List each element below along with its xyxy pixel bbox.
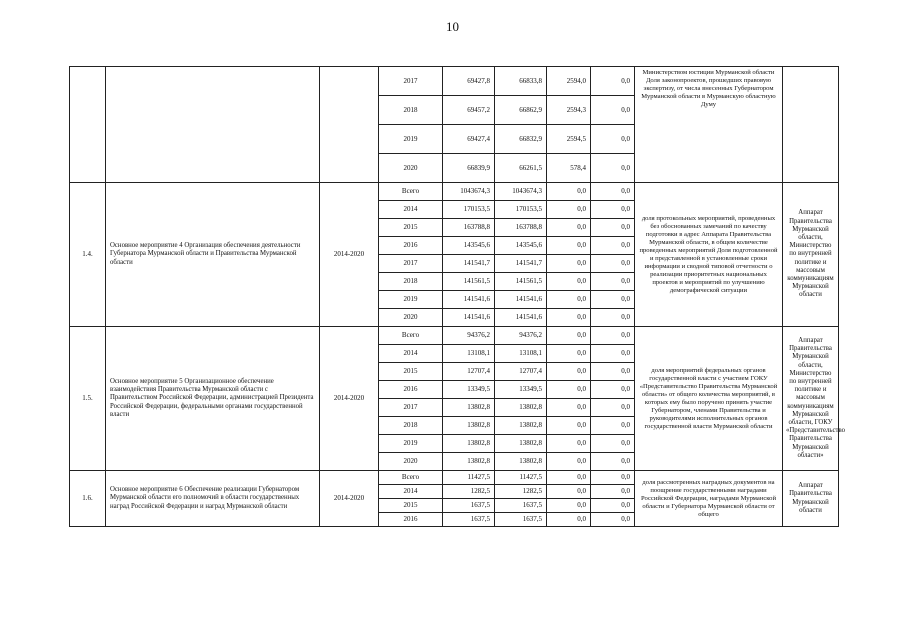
regional-budget-cell: 1282,5	[495, 485, 547, 499]
period-cell: 2014-2020	[320, 471, 379, 527]
federal-budget-cell: 2594,3	[547, 96, 591, 125]
regional-budget-cell: 1043674,3	[495, 183, 547, 201]
total-funding-cell: 69427,4	[443, 125, 495, 154]
indicator-description-cell: доля мероприятий федеральных органов государственной власти с участием ГОКУ «Представительство Правительства Мурманской области» от общего количества мероприятий, в которых ему было поручено принять участие Губернатором, членами Правительства и руководителями исполнительных органов государственной власти Мурманской области	[635, 327, 783, 471]
other-sources-cell: 0,0	[591, 363, 635, 381]
table-row	[70, 183, 839, 201]
federal-budget-cell: 0,0	[547, 309, 591, 327]
regional-budget-cell: 94376,2	[495, 327, 547, 345]
federal-budget-cell: 0,0	[547, 363, 591, 381]
year-cell: 2019	[379, 125, 443, 154]
measure-name-cell	[106, 67, 320, 183]
regional-budget-cell: 66862,9	[495, 96, 547, 125]
total-funding-cell: 1043674,3	[443, 183, 495, 201]
regional-budget-cell: 13802,8	[495, 399, 547, 417]
year-cell: 2015	[379, 499, 443, 513]
other-sources-cell: 0,0	[591, 499, 635, 513]
total-funding-cell: 141541,6	[443, 291, 495, 309]
measure-name-cell: Основное мероприятие 5 Организационное обеспечение взаимодействия Правительства Мурманской области с Правительством Российской Федерации, администрацией Президента Российской Федерации, федеральными органами государственной власти	[106, 327, 320, 471]
regional-budget-cell: 141541,6	[495, 309, 547, 327]
indicator-description-cell: доля рассмотренных наградных документов на поощрение государственными наградами Российской Федерации, наградами Мурманской области и Губернатора Мурманской области от общего	[635, 471, 783, 527]
year-cell: 2014	[379, 201, 443, 219]
federal-budget-cell: 0,0	[547, 255, 591, 273]
page-number: 10	[446, 19, 459, 34]
responsible-executor-cell: Аппарат Правительства Мурманской области, Министерство по внутренней политике и массовым коммуникациям Мурманской области, ГОКУ «Представительство Правительства Мурманской области»	[783, 327, 839, 471]
total-funding-cell: 69457,2	[443, 96, 495, 125]
total-funding-cell: 11427,5	[443, 471, 495, 485]
year-cell: 2018	[379, 96, 443, 125]
regional-budget-cell: 143545,6	[495, 237, 547, 255]
year-cell: 2015	[379, 219, 443, 237]
other-sources-cell: 0,0	[591, 125, 635, 154]
other-sources-cell: 0,0	[591, 471, 635, 485]
federal-budget-cell: 0,0	[547, 471, 591, 485]
period-cell	[320, 67, 379, 183]
other-sources-cell: 0,0	[591, 219, 635, 237]
year-cell: 2018	[379, 273, 443, 291]
total-funding-cell: 141541,6	[443, 309, 495, 327]
table-body	[70, 67, 846, 527]
federal-budget-cell: 0,0	[547, 513, 591, 527]
year-cell: 2019	[379, 435, 443, 453]
total-funding-cell: 94376,2	[443, 327, 495, 345]
total-funding-cell: 66839,9	[443, 154, 495, 183]
responsible-executor-cell: Аппарат Правительства Мурманской области, Министерство по внутренней политике и массовым коммуникациям Мурманской области	[783, 183, 839, 327]
regional-budget-cell: 11427,5	[495, 471, 547, 485]
other-sources-cell: 0,0	[591, 255, 635, 273]
other-sources-cell: 0,0	[591, 327, 635, 345]
federal-budget-cell: 0,0	[547, 399, 591, 417]
total-funding-cell: 13349,5	[443, 381, 495, 399]
regional-budget-cell: 141561,5	[495, 273, 547, 291]
other-sources-cell: 0,0	[591, 485, 635, 499]
other-sources-cell: 0,0	[591, 96, 635, 125]
indicator-description-cell: доля протокольных мероприятий, проведенных без обоснованных замечаний по качеству подготовки в адрес Аппарата Правительства Мурманской области, в общем количестве проведенных мероприятий Доля подготовленной и представленной в установленные сроки информации и сводной типовой отчетности о реализации приоритетных национальных проектов и мероприятий по улучшению демографической ситуации	[635, 183, 783, 327]
year-cell: 2019	[379, 291, 443, 309]
federal-budget-cell: 2594,0	[547, 67, 591, 96]
regional-budget-cell: 141541,7	[495, 255, 547, 273]
regional-budget-cell: 170153,5	[495, 201, 547, 219]
federal-budget-cell: 0,0	[547, 201, 591, 219]
federal-budget-cell: 0,0	[547, 327, 591, 345]
total-funding-cell: 13802,8	[443, 453, 495, 471]
federal-budget-cell: 0,0	[547, 183, 591, 201]
program-measures-table	[69, 66, 846, 527]
regional-budget-cell: 1637,5	[495, 513, 547, 527]
federal-budget-cell: 0,0	[547, 219, 591, 237]
federal-budget-cell: 2594,5	[547, 125, 591, 154]
total-funding-cell: 163788,8	[443, 219, 495, 237]
total-funding-cell: 170153,5	[443, 201, 495, 219]
other-sources-cell: 0,0	[591, 417, 635, 435]
federal-budget-cell: 0,0	[547, 237, 591, 255]
regional-budget-cell: 13802,8	[495, 453, 547, 471]
total-funding-cell: 69427,8	[443, 67, 495, 96]
federal-budget-cell: 0,0	[547, 345, 591, 363]
regional-budget-cell: 1637,5	[495, 499, 547, 513]
measure-name-cell: Основное мероприятие 6 Обеспечение реализации Губернатором Мурманской области его полномочий в области государственных наград Российской Федерации и наград Мурманской области	[106, 471, 320, 527]
other-sources-cell: 0,0	[591, 453, 635, 471]
year-cell: 2014	[379, 345, 443, 363]
other-sources-cell: 0,0	[591, 67, 635, 96]
measure-number-cell	[70, 67, 106, 183]
total-funding-cell: 141541,7	[443, 255, 495, 273]
year-cell: 2020	[379, 309, 443, 327]
year-cell: 2018	[379, 417, 443, 435]
regional-budget-cell: 13802,8	[495, 417, 547, 435]
table-row	[70, 327, 839, 345]
other-sources-cell: 0,0	[591, 201, 635, 219]
total-funding-cell: 1637,5	[443, 499, 495, 513]
total-funding-cell: 141561,5	[443, 273, 495, 291]
year-cell: 2017	[379, 399, 443, 417]
other-sources-cell: 0,0	[591, 291, 635, 309]
federal-budget-cell: 0,0	[547, 273, 591, 291]
regional-budget-cell: 66833,8	[495, 67, 547, 96]
table-row	[70, 67, 839, 96]
year-cell: 2015	[379, 363, 443, 381]
total-funding-cell: 1637,5	[443, 513, 495, 527]
federal-budget-cell: 0,0	[547, 417, 591, 435]
table-row	[70, 471, 839, 485]
total-funding-cell: 13802,8	[443, 435, 495, 453]
measure-name-cell: Основное мероприятие 4 Организация обеспечения деятельности Губернатора Мурманской области и Правительства Мурманской области	[106, 183, 320, 327]
total-funding-cell: 1282,5	[443, 485, 495, 499]
year-cell: 2020	[379, 453, 443, 471]
other-sources-cell: 0,0	[591, 154, 635, 183]
regional-budget-cell: 66832,9	[495, 125, 547, 154]
regional-budget-cell: 13802,8	[495, 435, 547, 453]
measure-number-cell: 1.4.	[70, 183, 106, 327]
period-cell: 2014-2020	[320, 327, 379, 471]
regional-budget-cell: 13349,5	[495, 381, 547, 399]
federal-budget-cell: 578,4	[547, 154, 591, 183]
federal-budget-cell: 0,0	[547, 499, 591, 513]
other-sources-cell: 0,0	[591, 381, 635, 399]
year-cell: Всего	[379, 327, 443, 345]
other-sources-cell: 0,0	[591, 345, 635, 363]
federal-budget-cell: 0,0	[547, 381, 591, 399]
regional-budget-cell: 12707,4	[495, 363, 547, 381]
other-sources-cell: 0,0	[591, 513, 635, 527]
year-cell: 2017	[379, 67, 443, 96]
regional-budget-cell: 13108,1	[495, 345, 547, 363]
total-funding-cell: 13108,1	[443, 345, 495, 363]
federal-budget-cell: 0,0	[547, 485, 591, 499]
regional-budget-cell: 163788,8	[495, 219, 547, 237]
regional-budget-cell: 66261,5	[495, 154, 547, 183]
responsible-executor-cell: Аппарат Правительства Мурманской области	[783, 471, 839, 527]
total-funding-cell: 12707,4	[443, 363, 495, 381]
other-sources-cell: 0,0	[591, 435, 635, 453]
year-cell: 2014	[379, 485, 443, 499]
year-cell: 2016	[379, 237, 443, 255]
year-cell: 2016	[379, 513, 443, 527]
other-sources-cell: 0,0	[591, 183, 635, 201]
total-funding-cell: 13802,8	[443, 399, 495, 417]
indicator-description-cell: Министерством юстиции Мурманской области Доля законопроектов, прошедших правовую экспертизу, от числа внесенных Губернатором Мурманской области в Мурманскую областную Думу	[635, 67, 783, 183]
total-funding-cell: 13802,8	[443, 417, 495, 435]
regional-budget-cell: 141541,6	[495, 291, 547, 309]
year-cell: 2017	[379, 255, 443, 273]
measure-number-cell: 1.5.	[70, 327, 106, 471]
other-sources-cell: 0,0	[591, 399, 635, 417]
other-sources-cell: 0,0	[591, 273, 635, 291]
period-cell: 2014-2020	[320, 183, 379, 327]
year-cell: Всего	[379, 183, 443, 201]
federal-budget-cell: 0,0	[547, 453, 591, 471]
year-cell: 2016	[379, 381, 443, 399]
federal-budget-cell: 0,0	[547, 291, 591, 309]
total-funding-cell: 143545,6	[443, 237, 495, 255]
year-cell: Всего	[379, 471, 443, 485]
federal-budget-cell: 0,0	[547, 435, 591, 453]
year-cell: 2020	[379, 154, 443, 183]
other-sources-cell: 0,0	[591, 309, 635, 327]
measure-number-cell: 1.6.	[70, 471, 106, 527]
responsible-cell	[783, 67, 839, 183]
other-sources-cell: 0,0	[591, 237, 635, 255]
